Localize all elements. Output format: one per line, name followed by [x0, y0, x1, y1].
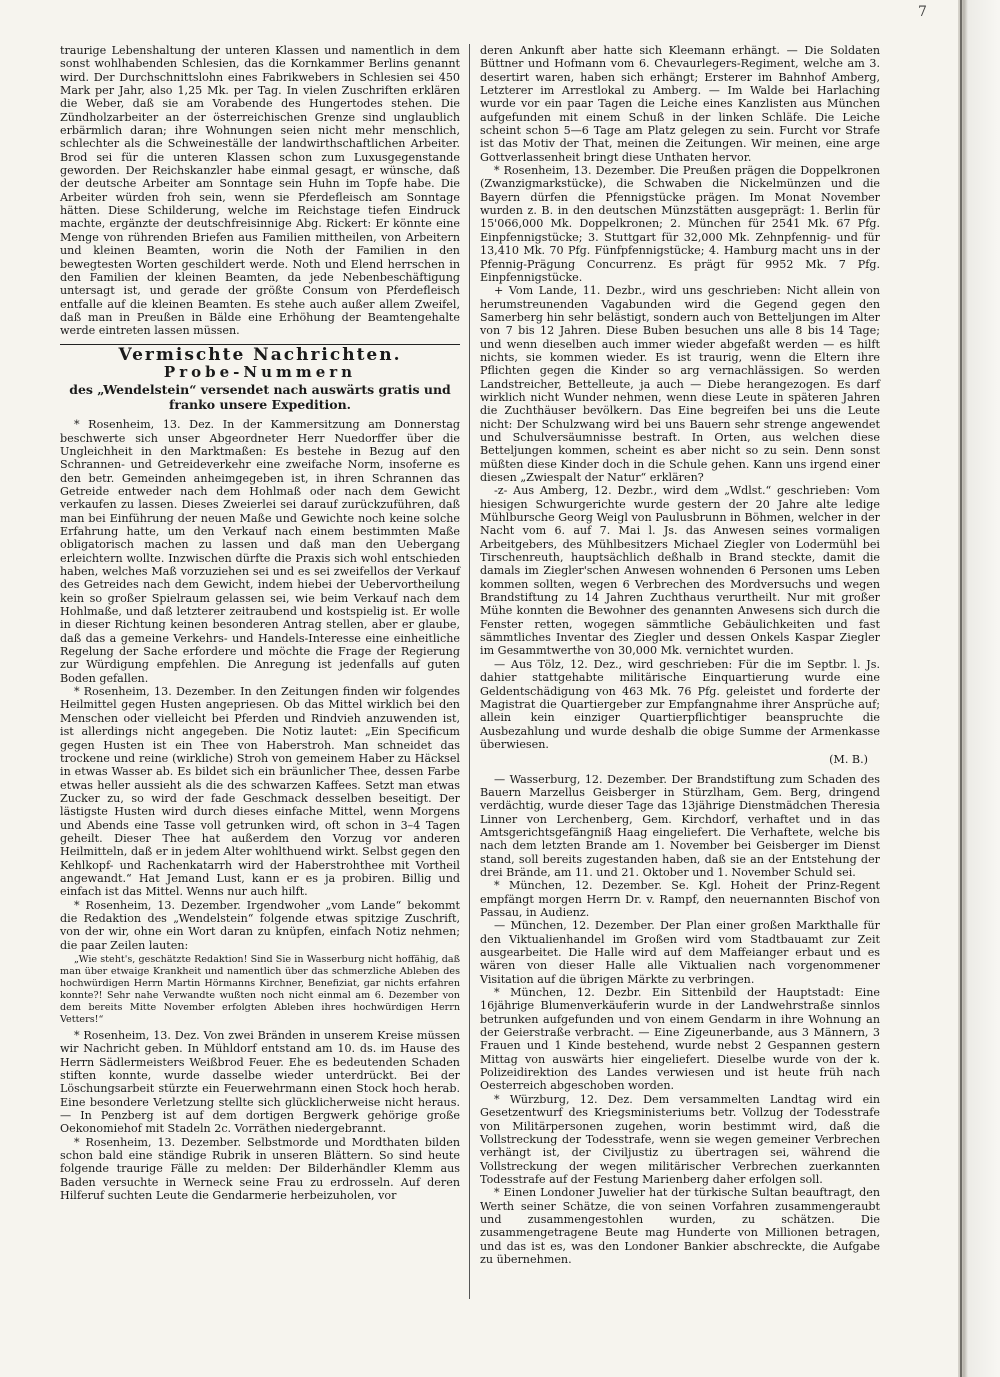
intro-paragraph: traurige Lebenshaltung der unteren Klassen und namentlich in dem sonst wohlhabenden Schlesien, das die Kornkammer Berlins genannt wird. Der Durchschnittslohn eines Fabrikwebers in Schlesien sei 450 Mark per Jahr, also 1,25 Mk. per Tag. In vielen Zuschriften erklären die Weber, daß sie am Vorabende des Hungertodes stehen. Die Zündholzarbeiter an der österreichischen Grenze sind unglaublich erbärmlich daran; ihre Wohnungen seien nicht mehr menschlich, schlechter als die Schweineställe der landwirthschaftlichen Arbeiter. Brod sei für die unteren Klassen schon zum Luxusgegenstande geworden. Der Reichskanzler habe einmal gesagt, er wünsche, daß der deutsche Arbeiter am Sonntage sein Huhn im Topfe habe. Die Arbeiter würden froh sein, wenn sie Pferdefleisch am Sonntage hätten. Diese Schilderung, welche im Reichstage tiefen Eindruck machte, ergänzte der deutschfreisinnige Abg. Rickert: Er könnte eine Menge von rührenden Briefen aus Familien mittheilen, von Arbeitern und kleinen Beamten, worin die Noth der Familien in den bewegtesten Worten geschildert werde. Noth und Elend herrschen in den Familien der kleinen Beamten, da jede Nebenbeschäftigung untersagt ist, und gerade der größte Consum von Pferdefleisch entfalle auf die kleinen Beamten. Es stehe auch außer allem Zweifel, daß man in Preußen in Bälde eine Erhöhung der Beamtengehalte werde eintreten lassen müssen.	[60, 44, 460, 338]
reader-letter: „Wie steht's, geschätzte Redaktion! Sind Sie in Wasserburg nicht hoffähig, daß man über etwaige Krankheit und namentlich über das schmerzliche Ableben des hochwürdigen Herrn Martin Hörmanns Kirchner, Benefiziat, gar nichts erfahren konnte?! Sehr nahe Verwandte wußten noch nicht einmal am 6. Dezember von dem bereits Mitte November erfolgten Ableben ihres hochwürdigen Herrn Vetters!“	[60, 954, 460, 1025]
page-number: 7	[918, 4, 927, 20]
news-item: * Rosenheim, 13. Dez. Von zwei Bränden in unserem Kreise müssen wir Nachricht geben. In Mühldorf entstand am 10. ds. im Hause des Herrn Sädlermeisters Weißbrod Feuer. Ehe es bedeutenden Schaden stiften konnte, wurde dasselbe wieder unterdrückt. Bei der Löschungsarbeit stürzte ein Feuerwehrmann einen Stock hoch herab. Eine besondere Verletzung stellte sich glücklicherweise nicht heraus. — In Penzberg ist auf dem dortigen Bergwerk gehörige große Oekonomiehof mit Stadeln 2c. Vorräthen niedergebrannt.	[60, 1029, 460, 1136]
news-item: * Rosenheim, 13. Dezember. In den Zeitungen finden wir folgendes Heilmittel gegen Husten angepriesen. Ob das Mittel wirklich bei den Menschen oder vielleicht bei Pferden und Rindvieh anzuwenden ist, ist allerdings nicht angegeben. Die Notiz lautet: „Ein Specificum gegen Husten ist ein Thee von Haberstroh. Man schneidet das trockene und reine (wirkliche) Stroh von gemeinem Haber zu Häcksel in etwas Wasser ab. Es bildet sich ein bräunlicher Thee, dessen Farbe etwas heller aussieht als die des schwarzen Kaffees. Setzt man etwas Zucker zu, so wird der fade Geschmack desselben beseitigt. Der lästigste Husten wird durch dieses einfache Mittel, wenn Morgens und Abends eine Tasse voll getrunken wird, oft schon in 3–4 Tagen geheilt. Dieser Thee hat außerdem den Vorzug vor anderen Heilmitteln, daß er in jedem Alter wohlthuend wirkt. Selbst gegen den Kehlkopf- und Rachenkatarrh wird der Haberstrohthee mit Vortheil angewandt.“ Hat Jemand Lust, kann er es ja probiren. Billig und einfach ist das Mittel. Wenns nur auch hilft.	[60, 685, 460, 899]
news-item: * Rosenheim, 13. Dezember. Selbstmorde und Mordthaten bilden schon bald eine ständige Rubrik in unseren Blättern. So sind heute folgende traurige Fälle zu melden: Der Bilderhändler Klemm aus Baden versuchte in Werneck seine Frau zu erdrosseln. Auf deren Hilferuf suchten Leute die Gendarmerie herbeizuholen, vor	[60, 1135, 460, 1203]
news-item: * Rosenheim, 13. Dez. In der Kammersitzung am Donnerstag beschwerte sich unser Abgeordneter Herr Nuedorffer über die Ungleichheit in den Marktmaßen: Es bestehe in Bezug auf den Schrannen- und Getreideverkehr eine zweifache Norm, insoferne es den betr. Gemeinden anheimgegeben ist, in ihren Schrannen das Getreide entweder nach dem Hohlmaß oder nach dem Gewicht verkaufen zu lassen. Dieses Zweierlei sei darauf zurückzuführen, daß man bei Einführung der neuen Maße und Gewichte noch keine solche Erfahrung hatte, um den Verkauf nach einem bestimmten Maße obligatorisch machen zu lassen und daß man den Uebergang erleichtern wollte. Inzwischen dürfte die Praxis sich wohl entschieden haben, welches Maß vorzuziehen sei und es sei zweifellos der Verkauf des Getreides nach dem Gewicht, indem hiebei der Uebervortheilung kein so großer Spielraum gelassen sei, wie beim Verkauf nach dem Hohlmaße, und daß letzterer zeitraubend und kostspielig ist. Er wolle in dieser Richtung keinen besonderen Antrag stellen, aber er glaube, daß das a gemeine Verkehrs- und Handels-Interesse eine einheitliche Regelung der Sache erfordere und möchte die Frage der Regierung zur Würdigung empfehlen. Die Anregung ist jedenfalls auf guten Boden gefallen.	[60, 418, 460, 685]
section-title: Vermischte Nachrichten.	[118, 344, 402, 365]
page-binding-edge	[958, 0, 1000, 1377]
news-item: * München, 12. Dezember. Se. Kgl. Hoheit der Prinz-Regent empfängt morgen Herrn Dr. v. Rampf, den neuernannten Bischof von Passau, in Audienz.	[480, 879, 880, 919]
news-item: * München, 12. Dezbr. Ein Sittenbild der Hauptstadt: Eine 16jährige Blumenverkäuferin wurde in der Landwehrstraße sinnlos betrunken aufgefunden und von einem Gendarm in ihre Wohnung an der Geierstraße verbracht. — Eine Zigeunerbande, aus 3 Männern, 3 Frauen und 1 Kinde bestehend, wurde nebst 2 Gespannen gestern Mittag von auswärts hier eingeliefert. Dieselbe wurde von der k. Polizeidirektion des Landes verwiesen und ist heute früh nach Oesterreich abgeschoben worden.	[480, 986, 880, 1093]
source-signature: (M. B.)	[829, 753, 868, 767]
news-item: * Würzburg, 12. Dez. Dem versammelten Landtag wird ein Gesetzentwurf des Kriegsministeriums betr. Vollzug der Todesstrafe von Militärpersonen zugehen, worin bestimmt wird, daß die Vollstreckung der Todesstrafe, wenn sie wegen gemeiner Verbrechen verhängt ist, der Civiljustiz zu übertragen sei, während die Vollstreckung der wegen militärischer Verbrechen zuerkannten Todesstrafe auf der Festung Marienberg daher erfolgen soll.	[480, 1092, 880, 1186]
section-subtitle: Probe-Nummern	[163, 362, 357, 381]
left-column	[60, 44, 460, 1202]
section-note: des „Wendelstein“ versendet nach auswärts gratis und franko unsere Expedition.	[69, 382, 451, 413]
news-item: — Aus Tölz, 12. Dez., wird geschrieben: Für die im Septbr. l. Js. dahier stattgehabte militärische Einquartierung wurde eine Geldentschädigung von 463 Mk. 76 Pfg. geleistet und forderte der Magistrat die Quartiergeber zur Empfangnahme ihrer Ansprüche auf; allein kein einziger Quartierpflichtiger beanspruchte die Ausbezahlung und wurde deshalb die obige Summe der Armenkasse überwiesen.	[480, 657, 880, 751]
news-item: — Wasserburg, 12. Dezember. Der Brandstiftung zum Schaden des Bauern Marzellus Geisberger in Stürzlham, Gem. Berg, dringend verdächtig, wurde dieser Tage das 13jährige Dienstmädchen Theresia Linner von Lerchenberg, Gem. Kirchdorf, verhaftet und in das Amtsgerichtsgefängniß Haag eingeliefert. Die Verhaftete, welche bis nach dem letzten Brande am 1. November bei Geisberger im Dienst stand, soll bereits zugestanden haben, daß sie an der Entstehung der drei Brände, am 11. und 21. Oktober und 1. November Schuld sei.	[480, 772, 880, 879]
news-item: * Einen Londoner Juwelier hat der türkische Sultan beauftragt, den Werth seiner Schätze, die von seinen Vorfahren zusammengeraubt und zusammengestohlen wurden, zu schätzen. Die zusammengetragene Beute mag Hunderte von Millionen betragen, und das ist es, was den Londoner Bankier abschreckte, die Aufgabe zu übernehmen.	[480, 1186, 880, 1266]
news-item: * Rosenheim, 13. Dezember. Irgendwoher „vom Lande“ bekommt die Redaktion des „Wendelstein“ folgende etwas spitzige Zuschrift, von der wir, ohne ein Wort daran zu knüpfen, einfach Notiz nehmen; die paar Zeilen lauten:	[60, 898, 460, 952]
news-item: * Rosenheim, 13. Dezember. Die Preußen prägen die Doppelkronen (Zwanzigmarkstücke), die Schwaben die Nickelmünzen und die Bayern dürfen die Pfennigstücke prägen. Im Monat November wurden z. B. in den deutschen Münzstätten ausgeprägt: 1. Berlin für 15'066,000 Mk. Doppelkronen; 2. München für 2541 Mk. 67 Pfg. Einpfennigstücke; 3. Stuttgart für 32,000 Mk. Zehnpfennig- und für 13,410 Mk. 70 Pfg. Fünfpfennigstücke; 4. Hamburg macht uns in der Pfennig-Prägung Concurrenz. Es prägt für 9952 Mk. 7 Pfg. Einpfennigstücke.	[480, 164, 880, 284]
news-item: — München, 12. Dezember. Der Plan einer großen Markthalle für den Viktualienhandel im Großen wird vom Stadtbauamt zur Zeit ausgearbeitet. Die Halle wird auf dem Maffeianger erbaut und es wären von dieser Halle alle Viktualien nach vorgenommener Visitation auf die übrigen Märkte zu verbringen.	[480, 919, 880, 986]
news-item: deren Ankunft aber hatte sich Kleemann erhängt. — Die Soldaten Büttner und Hofmann vom 6. Chevaurlegers-Regiment, welche am 3. desertirt waren, haben sich erhängt; Ersterer im Bahnhof Amberg, Letzterer im Arrestlokal zu Amberg. — Im Walde bei Harlaching wurde vor ein paar Tagen die Leiche eines Kanzlisten aus München aufgefunden mit einem Schuß in der linken Schläfe. Die Leiche scheint schon 5—6 Tage am Platz gelegen zu sein. Furcht vor Strafe ist das Motiv der That, meinen die Zeitungen. Wir meinen, eine arge Gottverlassenheit bringt diese Unthaten hervor.	[480, 44, 880, 164]
column-divider	[469, 44, 470, 1299]
right-column	[480, 44, 880, 1266]
news-item: + Vom Lande, 11. Dezbr., wird uns geschrieben: Nicht allein von herumstreunenden Vagabunden wird die Gegend gegen den Samerberg hin sehr belästigt, sondern auch von Betteljungen im Alter von 7 bis 12 Jahren. Diese Buben besuchen uns alle 8 bis 14 Tage; und wenn dieselben auch immer wieder abgefaßt werden — es hilft nichts, sie kommen wieder. Es ist traurig, wenn die Eltern ihre Pflichten gegen die Kinder so arg vernachlässigen. So werden Landstreicher, Bettelleute, ja auch — Diebe herangezogen. Es darf wirklich nicht Wunder nehmen, wenn diese Leute in späteren Jahren die Zuchthäuser bevölkern. Das Eine begreifen bei uns die Leute nicht: Der Schulzwang wird bei uns Bauern sehr strenge angewendet und Schulversäumnisse bestraft. In Orten, aus welchen diese Betteljungen kommen, scheint es aber nicht so zu sein. Denn sonst müßten diese Kinder doch in die Schule gehen. Kann uns irgend einer diesen „Zwiespalt der Natur“ erklären?	[480, 284, 880, 484]
news-item: -z- Aus Amberg, 12. Dezbr., wird dem „Wdlst.“ geschrieben: Vom hiesigen Schwurgerichte wurde gestern der 20 Jahre alte ledige Mühlbursche Georg Weigl von Paulusbrunn in Böhmen, welcher in der Nacht vom 6. auf 7. Mai l. Js. das Anwesen seines vormaligen Arbeitgebers, des Mühlbesitzers Michael Ziegler von Lodermühl bei Tirschenreuth, hauptsächlich deßhalb in Brand steckte, damit die damals im Ziegler'schen Anwesen wohnenden 6 Personen ums Leben kommen sollten, wegen 6 Verbrechen des Mordversuchs und wegen Brandstiftung zu 14 Jahren Zuchthaus verurtheilt. Nur mit großer Mühe konnten die Bewohner des genannten Anwesens sich durch die Fenster retten, wogegen sämmtliche Gebäulichkeiten und fast sämmtliches Inventar des Ziegler und dessen Onkels Kaspar Ziegler im Gesammtwerthe von 30,000 Mk. vernichtet wurden.	[480, 484, 880, 658]
